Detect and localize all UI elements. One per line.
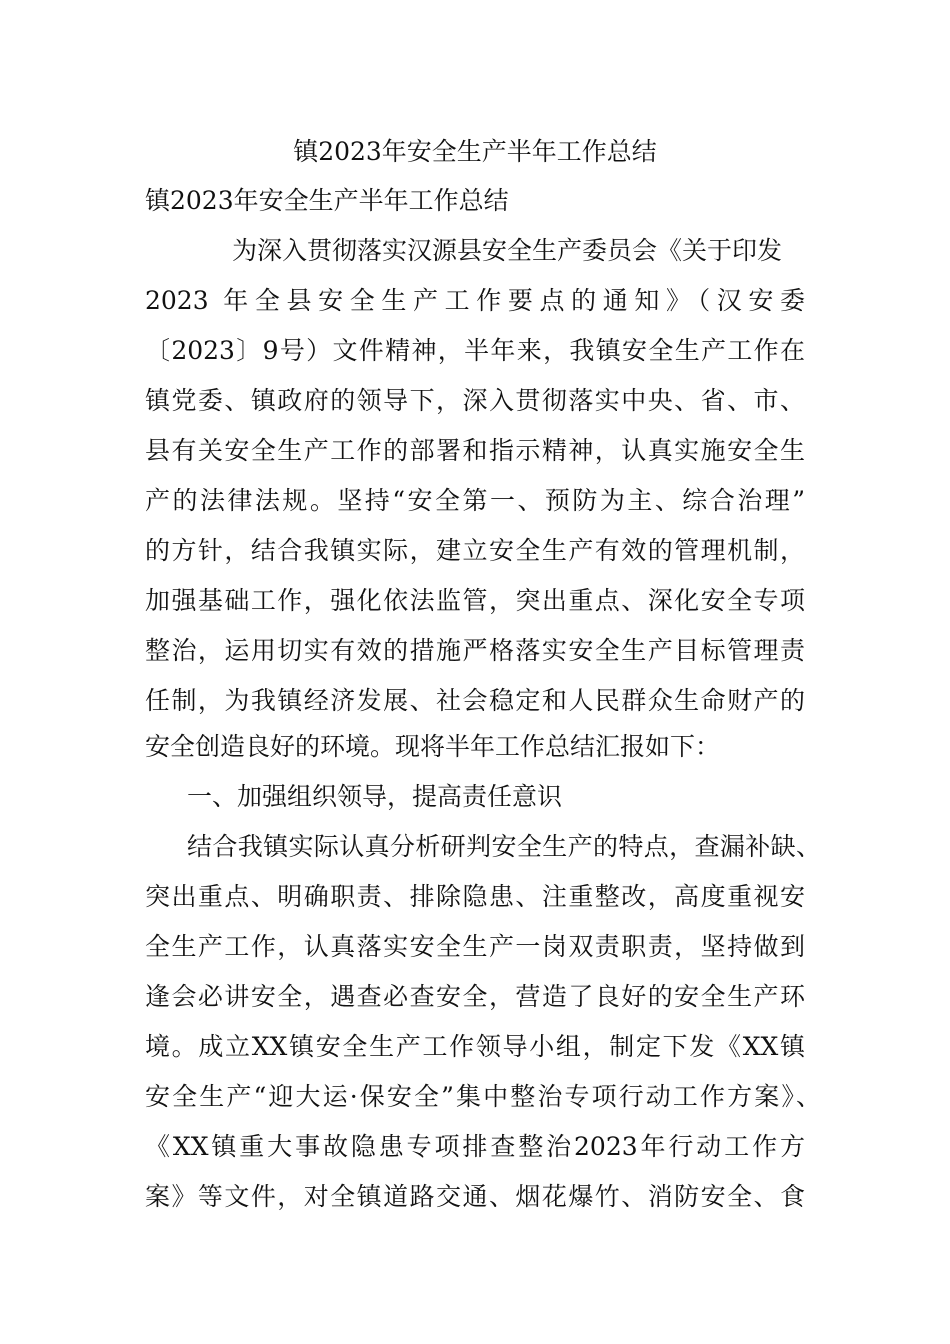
paragraph-line: 案》等文件，对全镇道路交通、烟花爆竹、消防安全、食 xyxy=(145,1182,805,1211)
paragraph-line: 县有关安全生产工作的部署和指示精神，认真实施安全生 xyxy=(145,436,805,465)
paragraph-line: 境。成立XX镇安全生产工作领导小组，制定下发《XX镇 xyxy=(145,1032,805,1061)
paragraph-line: 产的法律法规。坚持“安全第一、预防为主、综合治理” xyxy=(145,486,805,515)
paragraph-line: 为深入贯彻落实汉源县安全生产委员会《关于印发 xyxy=(232,236,783,265)
paragraph-line: 2023 年全县安全生产工作要点的通知》（汉安委 xyxy=(145,286,805,315)
paragraph-line: 突出重点、明确职责、排除隐患、注重整改，高度重视安 xyxy=(145,882,805,911)
paragraph-line: 全生产工作，认真落实安全生产一岗双责职责，坚持做到 xyxy=(145,932,805,961)
paragraph-line: 〔2023〕9号）文件精神，半年来，我镇安全生产工作在 xyxy=(145,336,805,365)
paragraph-line: 的方针，结合我镇实际，建立安全生产有效的管理机制， xyxy=(145,536,805,565)
paragraph-line: 逢会必讲安全，遇查必查安全，营造了良好的安全生产环 xyxy=(145,982,805,1011)
section-heading: 一、加强组织领导，提高责任意识 xyxy=(187,782,563,811)
paragraph-line: 任制，为我镇经济发展、社会稳定和人民群众生命财产的 xyxy=(145,686,805,715)
paragraph-line: 安全创造良好的环境。现将半年工作总结汇报如下： xyxy=(145,732,721,761)
paragraph-line: 镇党委、镇政府的领导下，深入贯彻落实中央、省、市、 xyxy=(145,386,805,415)
paragraph-line: 结合我镇实际认真分析研判安全生产的特点，查漏补缺、 xyxy=(187,832,821,861)
paragraph-line: 加强基础工作，强化依法监管，突出重点、深化安全专项 xyxy=(145,586,805,615)
paragraph-line: 整治，运用切实有效的措施严格落实安全生产目标管理责 xyxy=(145,636,805,665)
paragraph-line: 《XX镇重大事故隐患专项排查整治2023年行动工作方 xyxy=(145,1132,805,1161)
document-subtitle: 镇2023年安全生产半年工作总结 xyxy=(145,186,509,215)
paragraph-line: 安全生产“迎大运·保安全”集中整治专项行动工作方案》、 xyxy=(145,1082,821,1111)
document-title: 镇2023年安全生产半年工作总结 xyxy=(293,137,657,166)
